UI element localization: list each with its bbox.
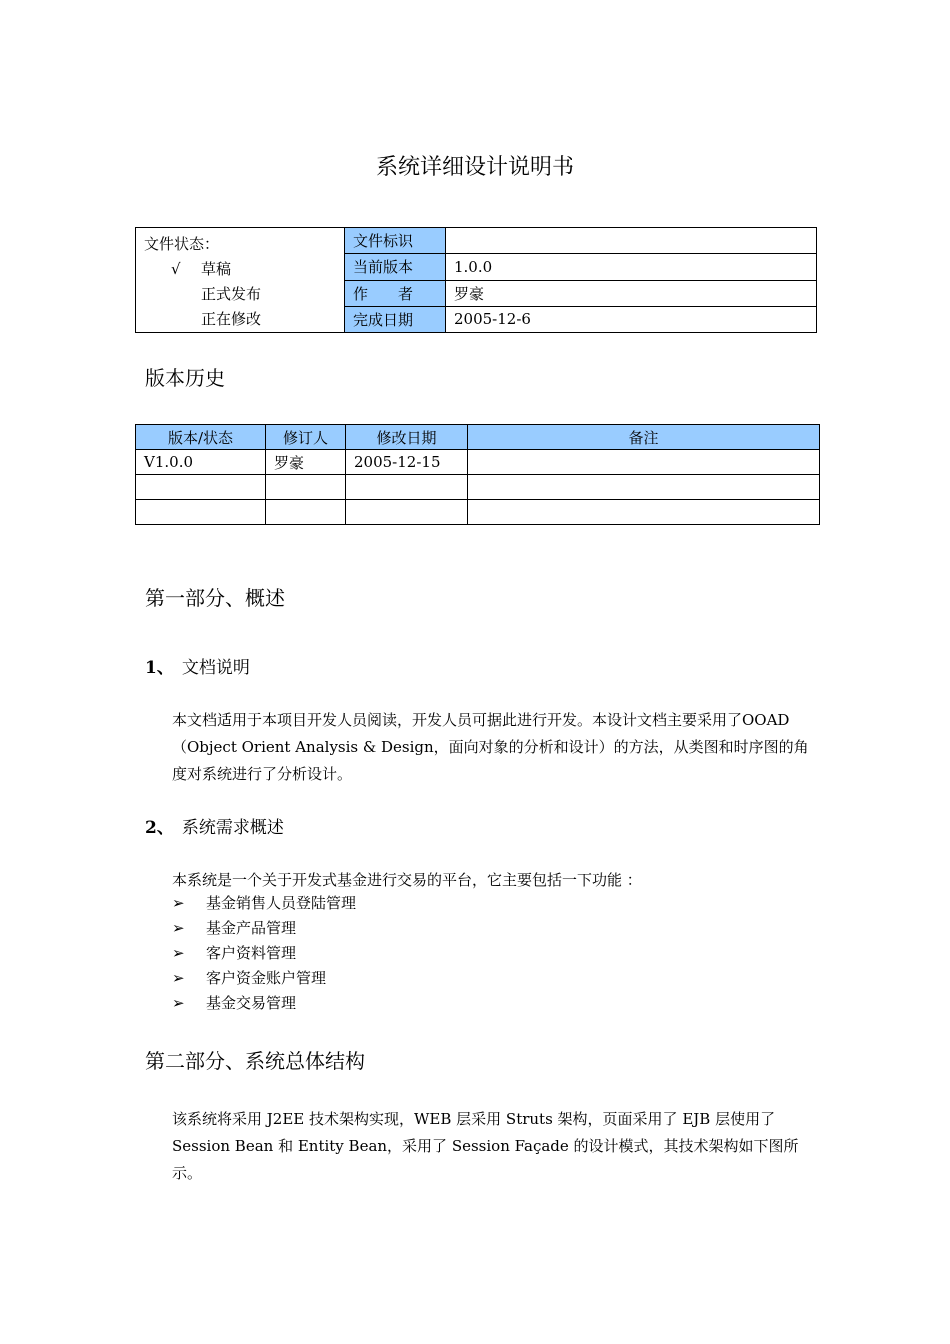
- arrow-bullet-icon: ➢: [172, 994, 185, 1012]
- column-header: 版本/状态: [136, 425, 266, 450]
- version-history-heading: 版本历史: [145, 366, 225, 390]
- status-option-released: 正式发布: [201, 285, 262, 303]
- section-title: 系统需求概述: [181, 818, 284, 838]
- field-value-author: 罗豪: [446, 280, 817, 306]
- section-title: 文档说明: [181, 658, 250, 678]
- arrow-bullet-icon: ➢: [172, 944, 185, 962]
- document-title: 系统详细设计说明书: [375, 155, 574, 180]
- list-item-text: 基金销售人员登陆管理: [206, 894, 357, 912]
- list-item-text: 基金交易管理: [206, 994, 297, 1012]
- field-key-author: 作 者: [345, 280, 446, 306]
- file-status-cell: [136, 228, 345, 333]
- table-cell: [346, 500, 468, 525]
- column-header: 修订人: [266, 425, 346, 450]
- section-1-heading: [145, 653, 250, 678]
- field-value-version: 1.0.0: [446, 254, 817, 280]
- field-key-date: 完成日期: [345, 306, 446, 332]
- table-header-row: [136, 425, 820, 450]
- table-cell: [266, 475, 346, 500]
- section-1-paragraph: 本文档适用于本项目开发人员阅读，开发人员可据此进行开发。本设计文档主要采用了OOAD（Object Orient Analysis & Design，面向对象的分析和设计）的方法，从类图和时序图的角度对系统进行了分析设计。: [172, 711, 809, 783]
- table-row: [136, 500, 820, 525]
- table-row: [136, 475, 820, 500]
- file-status-table: [135, 227, 817, 333]
- status-option-editing: 正在修改: [201, 310, 262, 328]
- table-cell: [136, 500, 266, 525]
- table-cell: 2005-12-15: [346, 450, 468, 475]
- section-number: 2、: [145, 818, 174, 838]
- list-item: [172, 891, 356, 916]
- part1-heading: 第一部分、概述: [145, 586, 285, 610]
- arrow-bullet-icon: ➢: [172, 919, 185, 937]
- table-cell: [468, 500, 820, 525]
- list-item-text: 客户资料管理: [206, 944, 297, 962]
- table-cell: [266, 500, 346, 525]
- section-2-paragraph: 本系统是一个关于开发式基金进行交易的平台，它主要包括一下功能 ：: [172, 871, 642, 889]
- field-value-date: 2005-12-6: [446, 306, 817, 332]
- table-cell: [468, 475, 820, 500]
- table-cell: [468, 450, 820, 475]
- part2-heading: 第二部分、系统总体结构: [145, 1049, 365, 1073]
- field-value-id: [446, 228, 817, 254]
- column-header: 修改日期: [346, 425, 468, 450]
- table-cell: V1.0.0: [136, 450, 266, 475]
- table-cell: [136, 475, 266, 500]
- arrow-bullet-icon: ➢: [172, 969, 185, 987]
- feature-list: [172, 891, 356, 1016]
- status-option-draft: 草稿: [201, 260, 232, 278]
- list-item-text: 基金产品管理: [206, 919, 297, 937]
- table-row: [136, 450, 820, 475]
- table-cell: [346, 475, 468, 500]
- check-mark-icon: √: [171, 260, 181, 278]
- list-item: [172, 991, 356, 1016]
- version-history-table: [135, 424, 820, 525]
- arrow-bullet-icon: ➢: [172, 894, 185, 912]
- field-key-id: 文件标识: [345, 228, 446, 254]
- section-2-heading: [145, 813, 284, 838]
- part2-paragraph: 该系统将采用 J2EE 技术架构实现，WEB 层采用 Struts 架构，页面采用了 EJB 层使用了 Session Bean 和 Entity Bean，采用了 Session Façade 的设计模式，其技术架构如下图所示。: [172, 1110, 799, 1182]
- table-cell: 罗豪: [266, 450, 346, 475]
- list-item: [172, 916, 356, 941]
- file-status-label: 文件状态：: [144, 235, 220, 253]
- list-item: [172, 941, 356, 966]
- field-key-version: 当前版本: [345, 254, 446, 280]
- section-number: 1、: [145, 658, 174, 678]
- list-item-text: 客户资金账户管理: [206, 969, 327, 987]
- list-item: [172, 966, 356, 991]
- column-header: 备注: [468, 425, 820, 450]
